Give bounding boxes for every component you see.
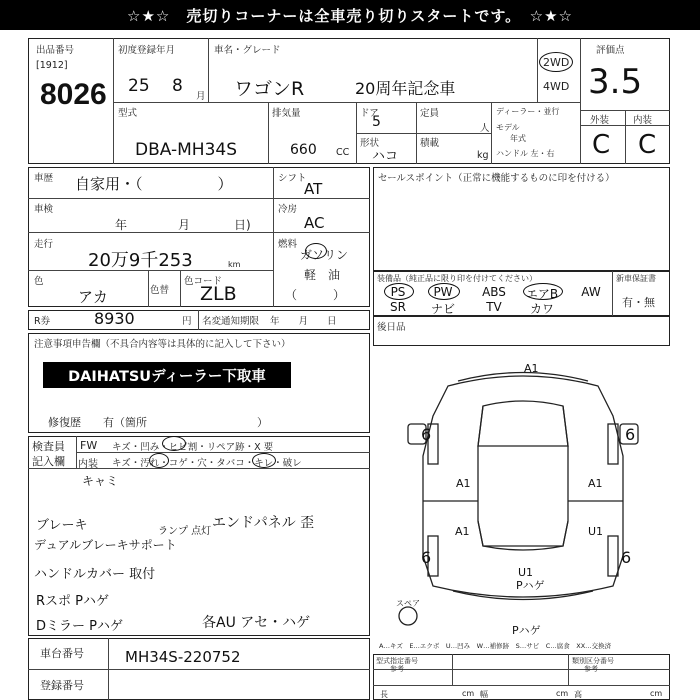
inspector-label: 検査員 bbox=[32, 440, 65, 453]
grade-int-label: 内装 bbox=[633, 115, 653, 126]
diag-spare-label: スペア bbox=[396, 599, 420, 608]
equip-ps-circle bbox=[384, 283, 414, 300]
grade-ext-label: 外装 bbox=[590, 115, 610, 126]
equip-abs: ABS bbox=[482, 285, 506, 299]
reg-month-value: 8 bbox=[172, 76, 183, 96]
fw-label: FW bbox=[80, 439, 98, 452]
fuel-diesel: 軽 油 bbox=[304, 268, 341, 282]
equip-aw: AW bbox=[581, 285, 601, 299]
fw-items: キズ・凹み・ヒビ割・リペア跡・X 要 bbox=[112, 442, 274, 453]
shaken-month: 月 bbox=[178, 218, 191, 232]
windshield bbox=[478, 406, 568, 446]
displacement-value: 660 bbox=[290, 142, 317, 158]
equip-leather: カワ bbox=[529, 302, 554, 316]
capacity-label: 定員 bbox=[420, 108, 440, 119]
displacement-unit: CC bbox=[336, 147, 350, 158]
car-name-label: 車名・グレード bbox=[214, 45, 281, 56]
fuel-paren: （ ） bbox=[285, 288, 346, 302]
header-block bbox=[28, 38, 670, 164]
chassis-value: MH34S-220752 bbox=[125, 648, 241, 666]
notes-label: 注意事項申告欄（不具合内容等は具体的に記入して下さい） bbox=[34, 339, 291, 350]
history-value: 自家用・（ ） bbox=[75, 175, 233, 193]
color-change-label: 色替 bbox=[150, 285, 170, 296]
top-banner: ☆★☆ 売切りコーナーは全車売り切りスタートです。 ☆★☆ bbox=[0, 0, 700, 30]
spec-length: 長 bbox=[380, 690, 388, 699]
shape-value: ハコ bbox=[372, 149, 399, 164]
remark-r-spoiler: Rスポ Pハゲ bbox=[36, 594, 110, 609]
doors-value: 5 bbox=[372, 114, 381, 130]
equip-pw-circle bbox=[428, 283, 460, 300]
rear-right-wheel bbox=[608, 536, 618, 576]
rear-window bbox=[478, 521, 568, 546]
reg-month-unit: 月 bbox=[196, 91, 206, 102]
diag-a1-lr: A1 bbox=[455, 525, 470, 538]
equipment-label: 装備品（純正品に限り印を付けてください） bbox=[377, 274, 537, 283]
equip-tv: TV bbox=[486, 300, 502, 314]
shaken-day: 日) bbox=[234, 218, 251, 232]
year-label: 年式 bbox=[510, 134, 526, 143]
spec-type-ref: 参考 bbox=[390, 665, 404, 673]
diag-a1-front: A1 bbox=[524, 362, 539, 375]
drive-2wd-circle bbox=[539, 52, 573, 72]
warranty-value: 有・無 bbox=[622, 296, 655, 309]
shift-value: AT bbox=[304, 180, 323, 198]
fuel-gas-circle bbox=[305, 243, 327, 259]
diag-u1-r: U1 bbox=[588, 525, 604, 538]
grade-score: 3.5 bbox=[588, 62, 643, 102]
diag-six-fr: 6 bbox=[625, 425, 636, 444]
dealer-tag: DAIHATSUディーラー下取車 bbox=[43, 362, 291, 388]
model-label: 型式 bbox=[118, 108, 138, 119]
equip-ps: PS bbox=[390, 285, 406, 299]
notice-value: 年 月 日 bbox=[270, 316, 337, 327]
spec-class-no: 類別区分番号 bbox=[572, 657, 614, 665]
dent-circle bbox=[162, 436, 186, 451]
drive-4wd: 4WD bbox=[543, 80, 570, 93]
car-diagram bbox=[373, 346, 670, 638]
shift-label: シフト bbox=[278, 173, 307, 184]
memo-label: 後日品 bbox=[377, 322, 406, 333]
history-label: 車歴 bbox=[34, 173, 54, 184]
equip-sr: SR bbox=[390, 300, 406, 314]
diag-six-fl: 6 bbox=[421, 425, 432, 444]
remark-lamp: ランプ 点灯 bbox=[158, 526, 212, 537]
remark-end-panel: エンドパネル 歪 bbox=[212, 515, 315, 531]
car-name-value: ワゴンR bbox=[234, 78, 305, 100]
fuel-gas: ガソリン bbox=[300, 248, 349, 262]
warranty-label: 新車保証書 bbox=[616, 274, 656, 283]
grade-label: 評価点 bbox=[596, 45, 625, 56]
int-items: キズ・汚れ・コゲ・穴・タバコ・キレ・破レ bbox=[112, 458, 302, 469]
grade-ext: C bbox=[592, 130, 611, 160]
int-label: 内装 bbox=[78, 459, 98, 470]
spec-type-no: 型式指定番号 bbox=[376, 657, 418, 665]
remark-dual-brake: デュアルブレーキサポート bbox=[34, 538, 177, 552]
mileage-label: 走行 bbox=[34, 239, 54, 250]
load-label: 積載 bbox=[420, 138, 440, 149]
damage-legend: A…キズ E…エクボ U…凹み W…補修跡 S…サビ C…腐食 XX…交換済 bbox=[379, 642, 612, 650]
load-unit: kg bbox=[477, 150, 489, 161]
displacement-label: 排気量 bbox=[272, 108, 301, 119]
mileage-unit: km bbox=[228, 260, 241, 269]
spec-height-cm: cm bbox=[650, 689, 663, 698]
chassis-label: 車台番号 bbox=[40, 647, 84, 660]
equip-airbag: エアB bbox=[525, 287, 559, 301]
spec-height: 高 bbox=[574, 690, 582, 699]
diag-phage-bottom: Pハゲ bbox=[512, 624, 541, 637]
spec-class-ref: 参考 bbox=[584, 665, 598, 673]
grade-int: C bbox=[638, 130, 657, 160]
notice-label: 名変通知期限 bbox=[202, 316, 260, 327]
recycle-value: 8930 bbox=[94, 309, 135, 328]
drive-2wd: 2WD bbox=[543, 56, 570, 69]
capacity-unit: 人 bbox=[480, 123, 490, 134]
mileage-value: 20万9千253 bbox=[88, 250, 193, 271]
equip-pw: PW bbox=[433, 285, 453, 299]
remark-au: 各AU アセ・ハゲ bbox=[202, 615, 311, 631]
doors-label: ドア bbox=[360, 108, 379, 119]
handle-label: ハンドル 左・右 bbox=[496, 149, 555, 158]
car-grade-value: 20周年記念車 bbox=[355, 79, 456, 98]
remark-handle-cover: ハンドルカバー 取付 bbox=[34, 567, 156, 582]
diag-u1-rear: U1 bbox=[518, 566, 534, 579]
reg-year-label: 初度登録年月 bbox=[118, 45, 176, 56]
lot-sub: [1912] bbox=[36, 60, 68, 71]
spec-width-cm: cm bbox=[556, 689, 569, 698]
recycle-label: R券 bbox=[34, 316, 51, 327]
color-value: アカ bbox=[78, 288, 108, 306]
recycle-unit: 円 bbox=[182, 316, 192, 327]
lot-number: 8026 bbox=[40, 78, 107, 111]
color-code-label: 色コード bbox=[184, 276, 223, 287]
shaken-label: 車検 bbox=[34, 204, 54, 215]
remark-brake: ブレーキ bbox=[36, 518, 88, 533]
diag-phage-rear: Pハゲ bbox=[516, 579, 545, 592]
equip-airbag-circle bbox=[523, 283, 563, 300]
lot-label: 出品番号 bbox=[36, 45, 75, 56]
tobacco-circle bbox=[252, 453, 276, 468]
spec-length-cm: cm bbox=[462, 689, 475, 698]
car-roof bbox=[478, 401, 568, 550]
diag-six-rl: 6 bbox=[421, 548, 432, 567]
shape-label: 形状 bbox=[360, 138, 380, 149]
diag-a1-lf: A1 bbox=[456, 477, 471, 490]
remark-d-mirror: Dミラー Pハゲ bbox=[36, 619, 123, 634]
diag-a1-rf: A1 bbox=[588, 477, 603, 490]
fuel-label: 燃料 bbox=[278, 239, 298, 250]
color-label: 色 bbox=[34, 276, 44, 287]
dealer-parallel: ディーラー・並行 bbox=[496, 107, 560, 116]
shaken-year: 年 bbox=[115, 218, 128, 232]
color-code: ZLB bbox=[200, 283, 237, 305]
model-value: DBA-MH34S bbox=[135, 140, 238, 160]
dirt-circle bbox=[149, 453, 169, 468]
spec-width: 幅 bbox=[480, 690, 488, 699]
model-year-label: モデル bbox=[496, 123, 520, 132]
remark-kyami: キャミ bbox=[82, 474, 119, 488]
aircon-value: AC bbox=[304, 214, 325, 232]
diag-six-rr: 6 bbox=[621, 548, 632, 567]
registration-label: 登録番号 bbox=[40, 679, 84, 692]
inspector-label-2: 記入欄 bbox=[32, 455, 65, 468]
sales-point-label: セールスポイント（正常に機能するものに印を付ける） bbox=[378, 173, 615, 184]
aircon-label: 冷房 bbox=[278, 204, 298, 215]
equip-navi: ナビ bbox=[430, 302, 455, 316]
memo-block bbox=[373, 316, 670, 346]
spare-tire bbox=[399, 607, 417, 625]
repair-history: 修復歴 有（箇所 ） bbox=[48, 416, 268, 429]
reg-year-value: 25 bbox=[128, 76, 150, 96]
